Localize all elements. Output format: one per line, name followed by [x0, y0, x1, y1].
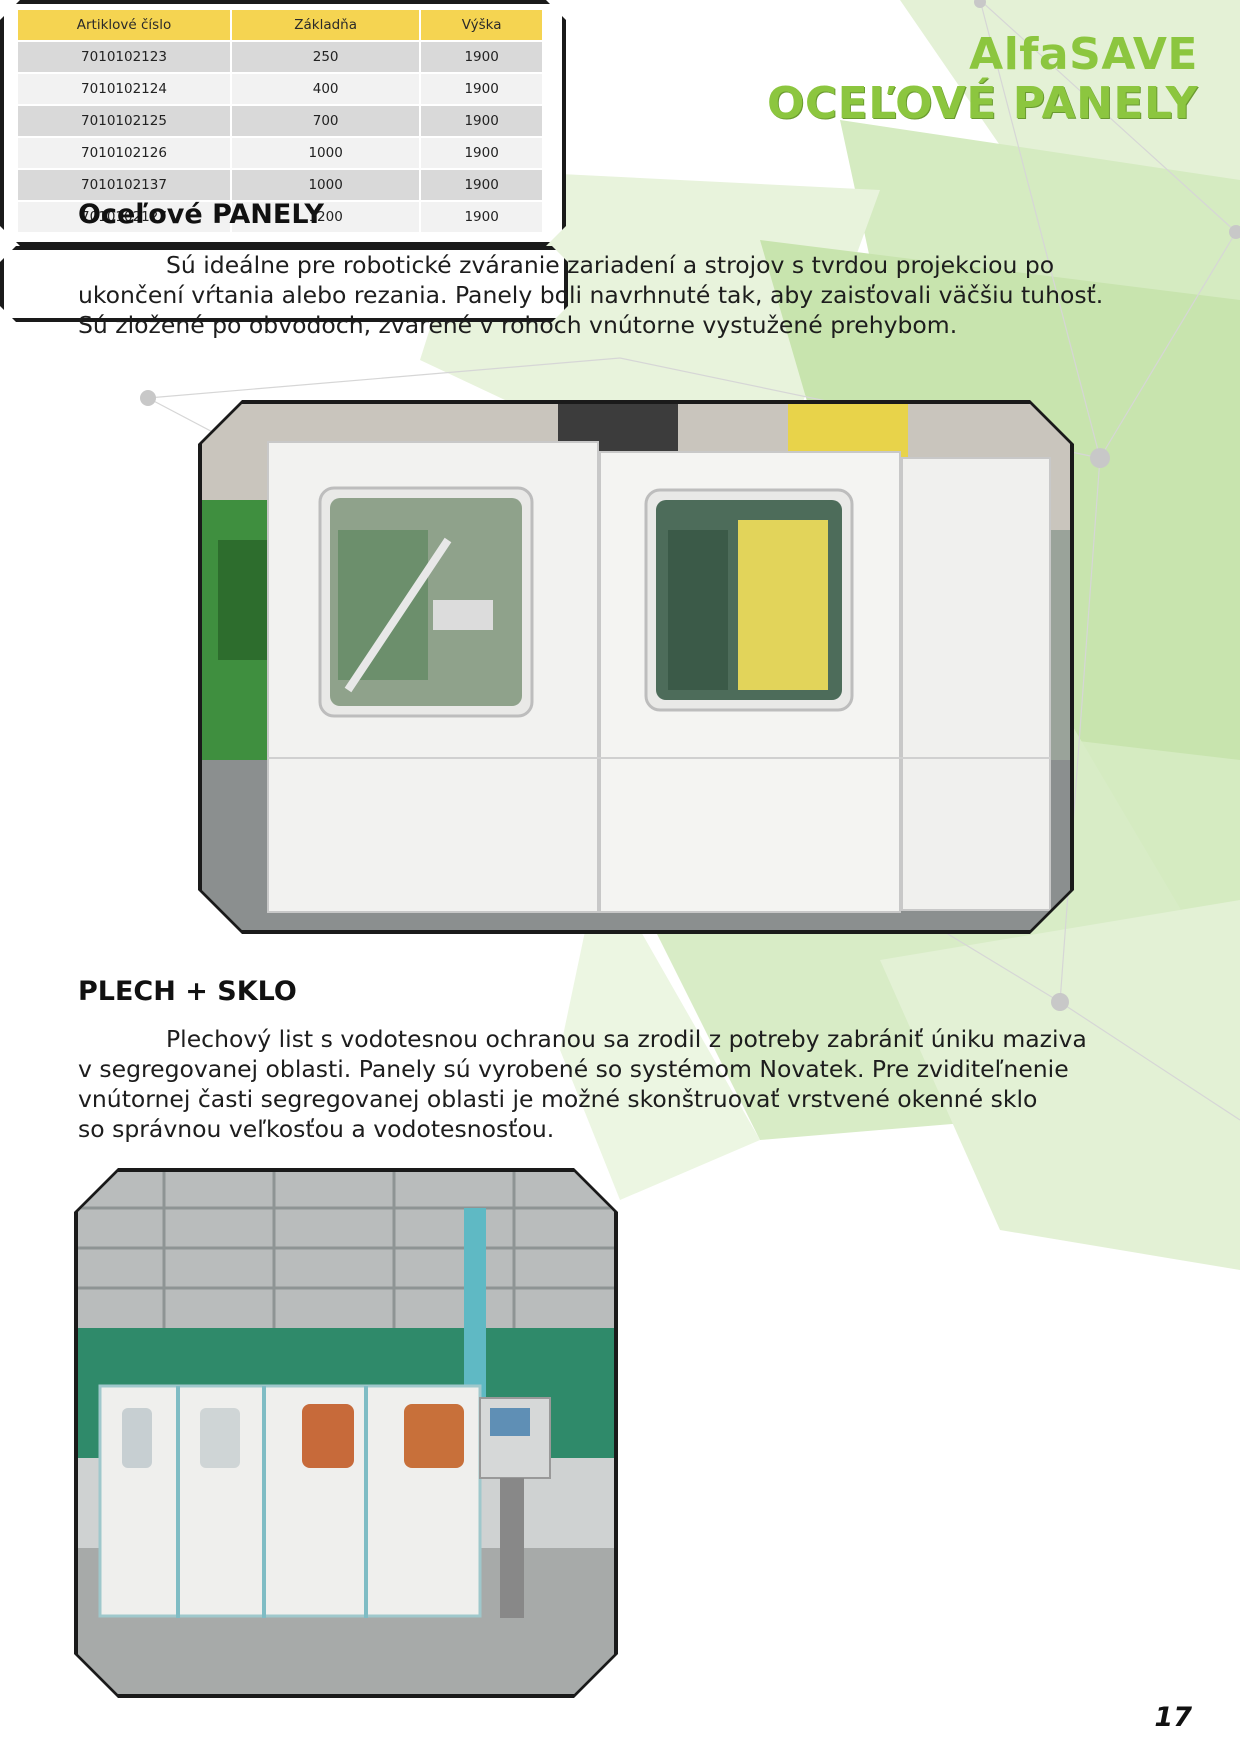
section2-title: PLECH + SKLO — [78, 976, 297, 1007]
table-row: 7010102124 400 1900 — [18, 74, 542, 104]
section2-line: vnútornej časti segregovanej oblasti je možné skonštruovať vrstvené okenné sklo — [78, 1085, 1038, 1113]
section1-line: Sú ideálne pre robotické zváranie zariadení a strojov s tvrdou projekciou po — [166, 251, 1055, 279]
table-row: 7010102126 1000 1900 — [18, 138, 542, 168]
brand-line-2: OCEĽOVÉ PANELY — [766, 78, 1198, 130]
col-header-article: Artiklové číslo — [18, 10, 230, 40]
section1-title: Oceľové PANELY — [78, 199, 324, 230]
table-row: 7010102125 700 1900 — [18, 106, 542, 136]
table-row: 7010102123 250 1900 — [18, 42, 542, 72]
page-number: 17 — [1154, 1702, 1192, 1733]
col-header-base: Základňa — [232, 10, 419, 40]
table-row: 7010102127 1200 1900 — [18, 202, 542, 232]
section2-line: v segregovanej oblasti. Panely sú vyrobené so systémom Novatek. Pre zviditeľnenie — [78, 1055, 1069, 1083]
section2-line: so správnou veľkosťou a vodotesnosťou. — [78, 1115, 555, 1143]
table-row: 7010102137 1000 1900 — [18, 170, 542, 200]
section1-line: Sú zložené po obvodoch, zvarené v rohoch vnútorne vystužené prehybom. — [78, 311, 958, 339]
steel-panels-photo — [198, 400, 1074, 934]
section2-line: Plechový list s vodotesnou ochranou sa zrodil z potreby zabrániť úniku maziva — [166, 1025, 1087, 1053]
brand-header — [767, 30, 1198, 129]
sheet-glass-panels-photo — [74, 1168, 618, 1698]
section1-paragraph — [78, 250, 1118, 340]
section1-line: ukončení vŕtania alebo rezania. Panely boli navrhnuté tak, aby zaisťovali väčšiu tuhosť. — [78, 281, 1104, 309]
section2-paragraph — [78, 1024, 1118, 1144]
col-header-height: Výška — [421, 10, 542, 40]
brand-line-1: AlfaSAVE — [969, 29, 1198, 80]
